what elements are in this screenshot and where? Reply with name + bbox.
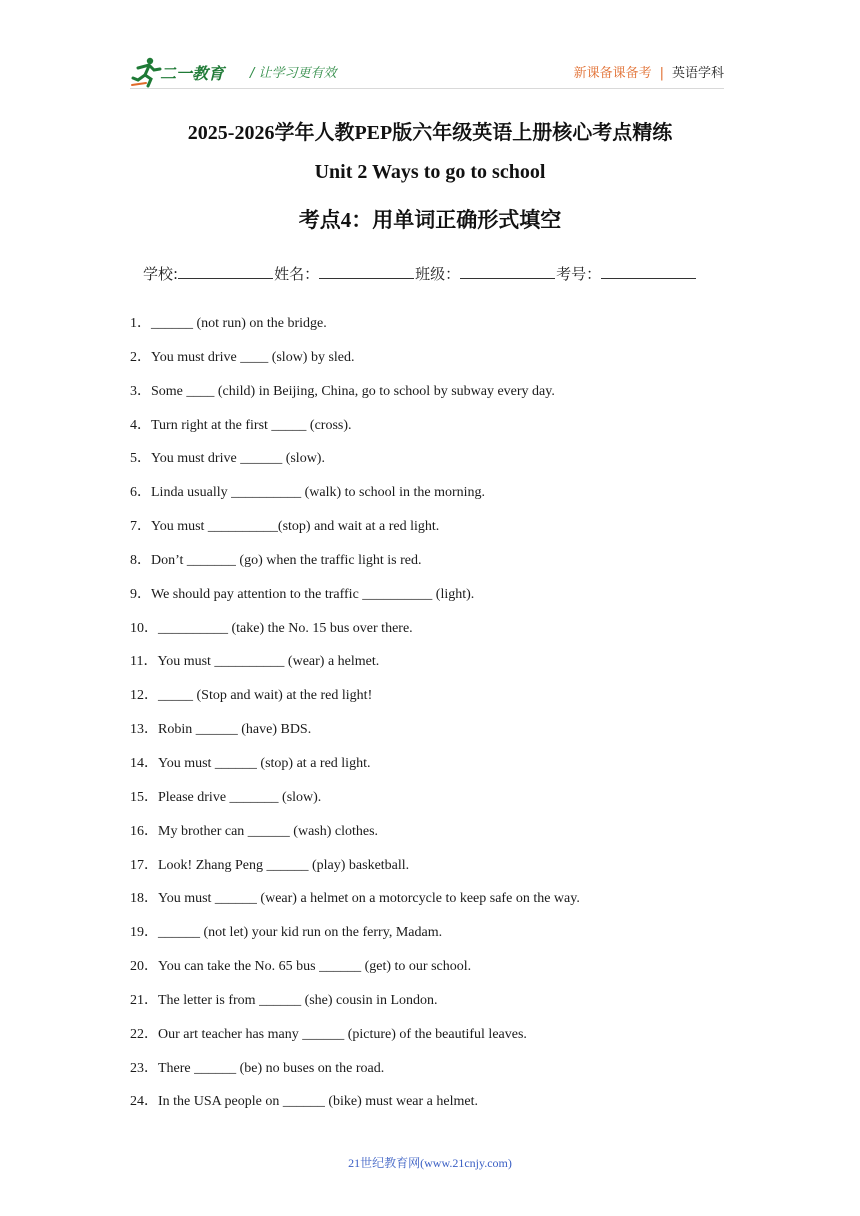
question-item: 2．You must drive ____ (slow) by sled.	[130, 349, 355, 365]
name-blank[interactable]	[319, 262, 414, 279]
document-title: 2025-2026学年人教PEP版六年级英语上册核心考点精练	[187, 122, 673, 144]
question-item: 4．Turn right at the first _____ (cross).	[130, 417, 352, 433]
question-item: 6．Linda usually __________ (walk) to school in the morning.	[130, 485, 486, 501]
question-item: 3．Some ____ (child) in Beijing, China, go to school by subway every day.	[130, 383, 555, 399]
runner-logo-icon	[130, 56, 164, 88]
question-item: 5．You must drive ______ (slow).	[130, 451, 325, 467]
question-item: 11．You must __________ (wear) a helmet.	[130, 654, 380, 670]
question-item: 22．Our art teacher has many ______ (picture) of the beautiful leaves.	[130, 1026, 527, 1042]
question-item: 15．Please drive _______ (slow).	[130, 789, 322, 805]
name-label: 姓名：	[274, 265, 320, 283]
header-divider	[130, 88, 724, 89]
question-item: 23．There ______ (be) no buses on the road.	[130, 1060, 385, 1076]
unit-title: Unit 2 Ways to go to school	[314, 161, 546, 183]
question-item: 12．_____ (Stop and wait) at the red light!	[130, 688, 373, 704]
question-list	[130, 314, 730, 1126]
slogan: / 让学习更有效	[250, 66, 337, 81]
class-label: 班级：	[415, 265, 461, 283]
question-item: 1．______ (not run) on the bridge.	[130, 316, 327, 331]
number-blank[interactable]	[601, 262, 696, 279]
school-blank[interactable]	[178, 262, 273, 279]
logo-text: 二一教育	[160, 64, 225, 83]
question-item: 21．The letter is from ______ (she) cousin in London.	[130, 992, 438, 1008]
header-course-label: 新课备课备考	[573, 66, 652, 81]
logo	[130, 56, 248, 88]
number-label: 考号：	[556, 265, 602, 283]
question-item: 18．You must ______ (wear) a helmet on a motorcycle to keep safe on the way.	[130, 891, 580, 907]
question-item: 9．We should pay attention to the traffic __________ (light).	[130, 586, 475, 602]
page-footer[interactable]: 21世纪教育网(www.21cnjy.com)	[348, 1156, 512, 1170]
student-info-line	[143, 262, 697, 284]
header-subject-label: 英语学科	[671, 66, 724, 81]
class-blank[interactable]	[460, 262, 555, 279]
question-item: 10．__________ (take) the No. 15 bus over there.	[130, 620, 413, 636]
question-item: 7．You must __________(stop) and wait at a red light.	[130, 519, 440, 535]
question-item: 24．In the USA people on ______ (bike) must wear a helmet.	[130, 1094, 478, 1110]
question-item: 16．My brother can ______ (wash) clothes.	[130, 823, 379, 839]
question-item: 14．You must ______ (stop) at a red light.	[130, 755, 371, 771]
header-subject	[574, 62, 724, 81]
question-item: 20．You can take the No. 65 bus ______ (get) to our school.	[130, 959, 472, 975]
school-label: 学校:	[143, 265, 179, 283]
question-item: 17．Look! Zhang Peng ______ (play) basketball.	[130, 857, 410, 873]
question-item: 19．______ (not let) your kid run on the ferry, Madam.	[130, 925, 443, 941]
question-item: 8．Don’t _______ (go) when the traffic light is red.	[130, 552, 422, 568]
page-header	[130, 54, 724, 90]
question-item: 13．Robin ______ (have) BDS.	[130, 722, 312, 738]
topic-title: 考点4：用单词正确形式填空	[298, 208, 562, 232]
header-separator: |	[659, 66, 664, 81]
